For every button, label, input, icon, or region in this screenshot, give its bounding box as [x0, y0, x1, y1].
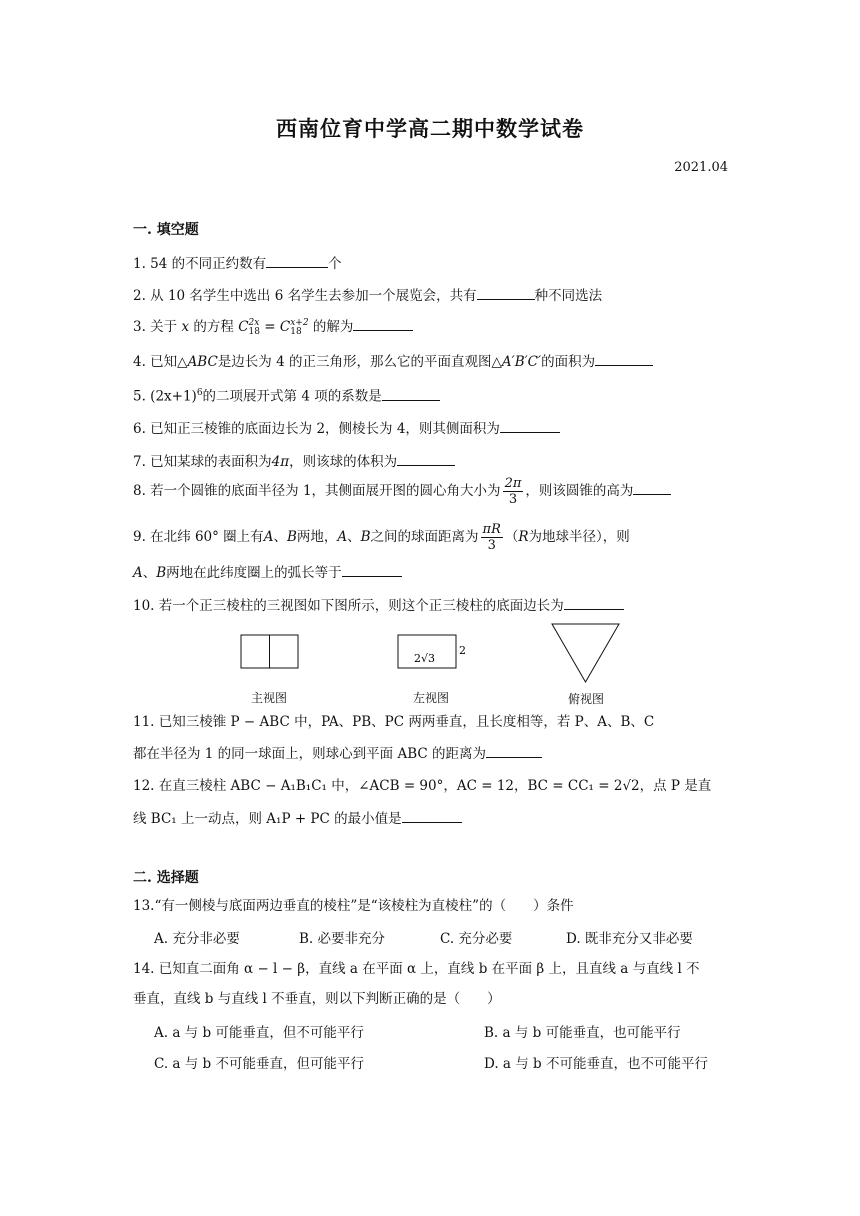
q3-sub-right: 18 — [290, 326, 302, 337]
answer-blank — [486, 743, 542, 758]
q13-option-a: A. 充分非必要 — [154, 931, 240, 947]
q3-text-end: 的解为 — [312, 319, 354, 335]
q9-point-b-2: B — [360, 529, 371, 545]
top-view-figure — [550, 622, 622, 684]
q9-denominator: 3 — [487, 538, 496, 553]
top-view-label: 俯视图 — [567, 692, 604, 706]
section-heading-choice: 二. 选择题 — [133, 870, 199, 886]
question-1 — [133, 253, 733, 273]
page-title: 西南位育中学高二期中数学试卷 — [276, 116, 584, 141]
q1-unit: 个 — [328, 256, 342, 272]
q3-variable: x — [181, 319, 190, 335]
q9-point-b-3: B — [156, 565, 167, 581]
answer-blank — [595, 351, 653, 366]
q1-text: 1. 54 的不同正约数有 — [133, 256, 267, 272]
section-heading-fill-in: 一. 填空题 — [133, 222, 199, 238]
q14-option-a: A. a 与 b 可能垂直，但不可能平行 — [154, 1025, 364, 1041]
q9-text-mid-2: 之间的球面距离为 — [370, 529, 479, 545]
question-11-line-1: 11. 已知三棱锥 P − ABC 中，PA、PB、PC 两两垂直，且长度相等，若 P、A、B、C — [133, 714, 655, 730]
answer-blank — [564, 595, 624, 610]
q9-fraction — [481, 522, 503, 553]
question-7 — [133, 451, 733, 471]
q14-option-b: B. a 与 b 可能垂直，也可能平行 — [484, 1025, 681, 1041]
exam-date: 2021.04 — [674, 160, 728, 175]
q3-equals: = — [259, 319, 280, 335]
q9-paren: （ — [504, 529, 519, 545]
question-14-line-1: 14. 已知直二面角 α − l − β，直线 a 在平面 α 上，直线 b 在平面 β 上，且直线 a 与直线 l 不 — [133, 961, 700, 977]
q5-expression: 5. (2x+1) — [133, 388, 197, 405]
question-2 — [133, 285, 733, 305]
q8-numerator: 2π — [504, 476, 522, 491]
q4-text-end: 的面积为 — [541, 354, 596, 370]
question-13: 13.“有一侧棱与底面两边垂直的棱柱”是“该棱柱为直棱柱”的（ ）条件 — [133, 898, 574, 914]
q3-combination-right: C — [279, 319, 291, 335]
question-8 — [133, 476, 733, 507]
q7-text-end: ，则该球的体积为 — [289, 454, 398, 470]
q14-option-d: D. a 与 b 不可能垂直，也不可能平行 — [484, 1056, 708, 1072]
answer-blank — [266, 253, 328, 268]
q3-sub-left: 18 — [248, 326, 260, 337]
answer-blank — [402, 808, 462, 823]
answer-blank — [353, 316, 413, 331]
question-12-line-2 — [133, 808, 733, 828]
question-4 — [133, 351, 733, 371]
q7-value: 4π — [271, 454, 290, 470]
q14-option-c: C. a 与 b 不可能垂直，但可能平行 — [154, 1056, 364, 1072]
answer-blank — [397, 451, 455, 466]
question-11-line-2 — [133, 743, 733, 763]
q13-option-d: D. 既非充分又非必要 — [566, 931, 693, 947]
front-view-figure — [240, 634, 300, 670]
q4-text: 4. 已知△ — [133, 354, 188, 370]
q9-sep-2: 、 — [347, 529, 361, 545]
q9-point-a-3: A — [133, 565, 143, 581]
q8-text: 8. 若一个圆锥的底面半径为 1，其侧面展开图的圆心角大小为 — [133, 483, 501, 499]
question-10 — [133, 595, 733, 615]
q4-text-mid: 是边长为 4 的正三角形，那么它的平面直观图△ — [217, 354, 502, 370]
question-14-line-2: 垂直，直线 b 与直线 l 不垂直，则以下判断正确的是（ ） — [133, 991, 501, 1007]
q5-text: 的二项展开式第 4 项的系数是 — [202, 388, 382, 405]
q9-text-end: 为地球半径），则 — [528, 529, 630, 545]
q13-option-c: C. 充分必要 — [440, 931, 513, 947]
question-3 — [133, 316, 733, 337]
side-view-height-label: 2 — [459, 644, 466, 657]
question-9-line-1 — [133, 522, 733, 553]
q9-sep-3: 、 — [142, 565, 157, 581]
answer-blank — [382, 386, 440, 401]
q3-text: 3. 关于 — [133, 319, 178, 335]
side-view-label: 左视图 — [412, 691, 449, 705]
q11-line2-text: 都在半径为 1 的同一球面上，则球心到平面 ABC 的距离为 — [133, 746, 487, 762]
q9-line2-text: 两地在此纬度圈上的弧长等于 — [166, 565, 342, 581]
question-9-line-2 — [133, 562, 733, 582]
q5-power: 6 — [196, 388, 203, 398]
q9-radius: R — [518, 529, 529, 545]
q6-text: 6. 已知正三棱锥的底面边长为 2，侧棱长为 4，则其侧面积为 — [133, 421, 500, 437]
q9-numerator: πR — [482, 522, 501, 537]
q2-text: 2. 从 10 名学生中选出 6 名学生去参加一个展览会，共有 — [133, 288, 477, 304]
question-5 — [133, 384, 733, 406]
q9-point-a: A — [263, 529, 274, 545]
question-6 — [133, 418, 733, 438]
answer-blank — [500, 418, 560, 433]
q9-text-mid: 两地， — [296, 529, 338, 545]
side-view-figure — [397, 634, 473, 670]
q13-option-b: B. 必要非充分 — [299, 931, 386, 947]
q2-tail: 种不同选法 — [534, 288, 603, 304]
q8-fraction — [503, 476, 524, 507]
q3-indices-right — [290, 319, 308, 337]
q3-sup-right: x+2 — [290, 317, 309, 328]
q8-denominator: 3 — [508, 492, 518, 507]
q4-triangle: ABC — [187, 354, 218, 370]
q9-sep: 、 — [273, 529, 287, 545]
q9-point-a-2: A — [337, 529, 348, 545]
q10-text: 10. 若一个正三棱柱的三视图如下图所示，则这个正三棱柱的底面边长为 — [133, 598, 564, 614]
q3-combination-left: C — [238, 319, 249, 335]
q12-line2-text: 线 BC₁ 上一动点，则 A₁P + PC 的最小值是 — [133, 811, 402, 827]
q9-point-b: B — [286, 529, 297, 545]
q3-sup-left: 2x — [248, 317, 260, 328]
question-12-line-1: 12. 在直三棱柱 ABC − A₁B₁C₁ 中，∠ACB = 90°，AC = 12，BC = CC₁ = 2√2，点 P 是直 — [133, 778, 712, 794]
answer-blank — [477, 285, 535, 300]
answer-blank — [633, 480, 671, 495]
answer-blank — [342, 562, 402, 577]
q4-triangle-prime: A′B′C′ — [501, 354, 542, 370]
q7-text: 7. 已知某球的表面积为 — [133, 454, 272, 470]
q9-text: 9. 在北纬 60° 圈上有 — [133, 529, 264, 545]
q3-text-mid: 的方程 — [193, 319, 234, 335]
q3-indices-left — [249, 319, 260, 337]
side-view-width-label: 2√3 — [414, 652, 436, 665]
front-view-label: 主视图 — [250, 691, 287, 705]
q8-text-end: ，则该圆锥的高为 — [525, 483, 634, 499]
